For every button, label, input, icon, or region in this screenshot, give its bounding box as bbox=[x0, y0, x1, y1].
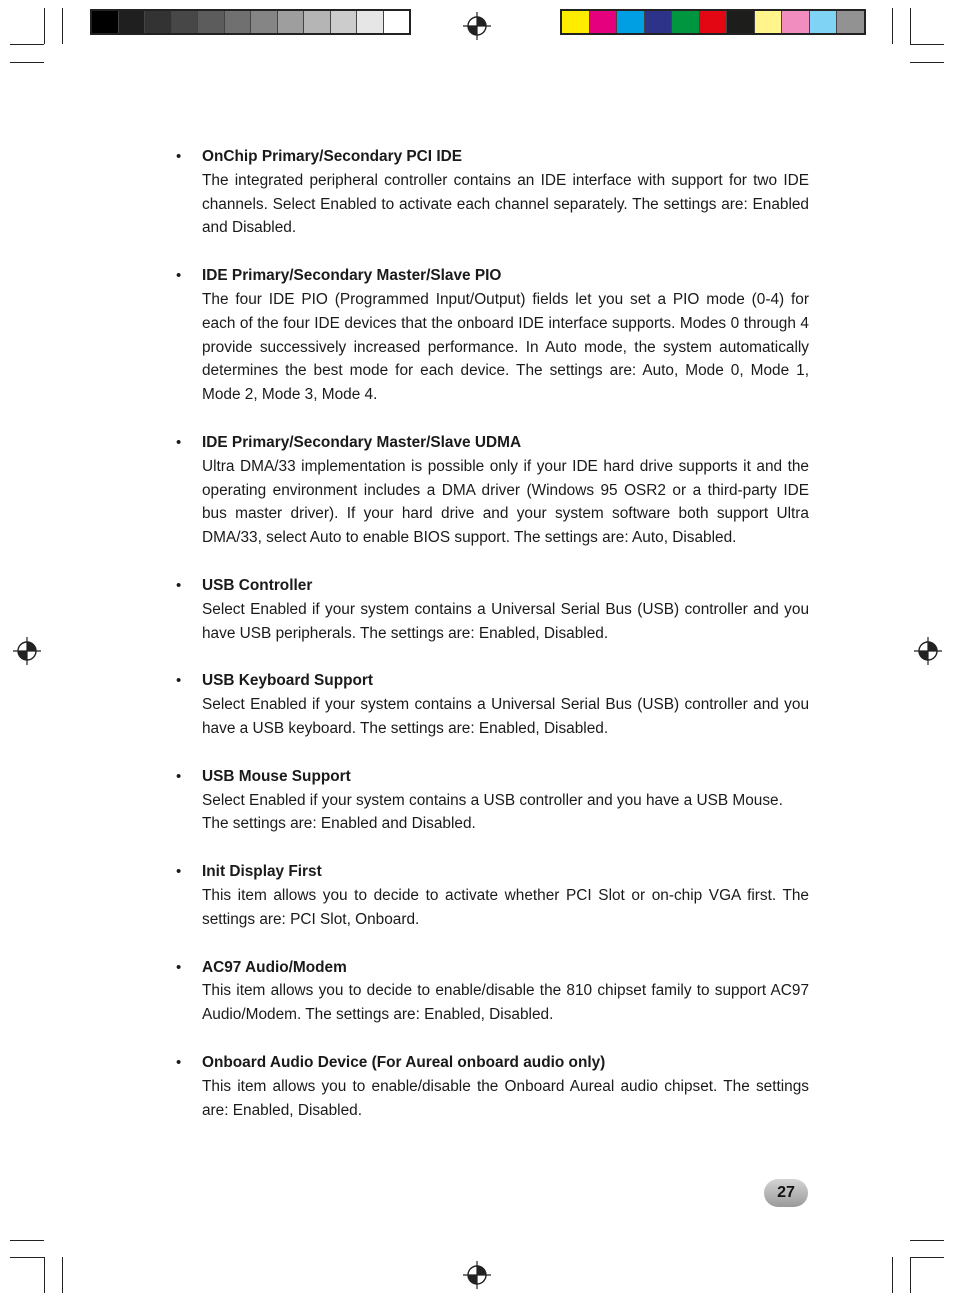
gray-swatch bbox=[225, 11, 252, 33]
setting-title: Onboard Audio Device (For Aureal onboard audio only) bbox=[202, 1053, 606, 1071]
gray-swatch bbox=[119, 11, 146, 33]
crop-mark-bottom-left-v2 bbox=[62, 1257, 63, 1293]
color-swatch bbox=[755, 11, 783, 33]
setting-description bbox=[202, 789, 809, 837]
setting-description bbox=[202, 455, 809, 550]
setting-title: USB Mouse Support bbox=[202, 767, 351, 785]
crop-mark-bottom-right-h bbox=[910, 1257, 944, 1258]
crop-mark-bottom-right-h2 bbox=[910, 1240, 944, 1241]
bullet-icon: • bbox=[176, 267, 182, 285]
gray-swatch bbox=[384, 11, 410, 33]
color-swatch bbox=[782, 11, 810, 33]
setting-description bbox=[202, 884, 809, 932]
page-number-badge: 27 bbox=[764, 1179, 808, 1207]
color-swatch bbox=[617, 11, 645, 33]
description-paragraph: This item allows you to decide to enable/disable the 810 chipset family to support AC97 Audio/Modem. The settings are: Enabled, Disabled. bbox=[202, 982, 809, 1024]
color-swatch bbox=[562, 11, 590, 33]
crop-mark-bottom-left-v bbox=[44, 1257, 45, 1293]
setting-item bbox=[176, 145, 809, 240]
setting-title: Init Display First bbox=[202, 863, 322, 881]
setting-title: USB Controller bbox=[202, 576, 313, 594]
setting-item bbox=[176, 431, 809, 550]
description-paragraph: The integrated peripheral controller contains an IDE interface with support for two IDE channels. Select Enabled to activate each channel separately. The settings are: Enabled and Disabled. bbox=[202, 171, 809, 237]
gray-swatch bbox=[304, 11, 331, 33]
description-paragraph: The settings are: Enabled and Disabled. bbox=[202, 815, 476, 833]
registration-mark-top-icon bbox=[463, 12, 491, 40]
setting-description bbox=[202, 693, 809, 741]
crop-mark-top-left-h bbox=[10, 44, 44, 45]
setting-item bbox=[176, 956, 809, 1027]
setting-description bbox=[202, 288, 809, 407]
bios-settings-list bbox=[176, 145, 809, 1146]
grayscale-color-bar bbox=[90, 9, 411, 35]
crop-mark-bottom-right-v bbox=[910, 1257, 911, 1293]
description-paragraph: This item allows you to decide to activate whether PCI Slot or on-chip VGA first. The settings are: PCI Slot, Onboard. bbox=[202, 886, 809, 928]
gray-swatch bbox=[92, 11, 119, 33]
setting-title: IDE Primary/Secondary Master/Slave PIO bbox=[202, 267, 502, 285]
gray-swatch bbox=[198, 11, 225, 33]
bullet-icon: • bbox=[176, 148, 182, 165]
crop-mark-bottom-left-h bbox=[10, 1257, 44, 1258]
crop-mark-top-left-h2 bbox=[10, 62, 44, 63]
crop-mark-bottom-left-h2 bbox=[10, 1240, 44, 1241]
color-swatch bbox=[727, 11, 755, 33]
setting-description bbox=[202, 598, 809, 646]
gray-swatch bbox=[331, 11, 358, 33]
setting-item bbox=[176, 669, 809, 740]
setting-item bbox=[176, 860, 809, 931]
gray-swatch bbox=[251, 11, 278, 33]
registration-mark-left-icon bbox=[13, 637, 41, 665]
description-paragraph: Select Enabled if your system contains a Universal Serial Bus (USB) controller and you have USB peripherals. The settings are: Enabled, Disabled. bbox=[202, 600, 809, 642]
crop-mark-top-right-v2 bbox=[892, 8, 893, 44]
description-paragraph: Select Enabled if your system contains a USB controller and you have a USB Mouse. bbox=[202, 791, 783, 809]
setting-description bbox=[202, 169, 809, 240]
setting-item bbox=[176, 264, 809, 407]
registration-mark-right-icon bbox=[914, 637, 942, 665]
crop-mark-top-left-v2 bbox=[62, 8, 63, 44]
setting-title: AC97 Audio/Modem bbox=[202, 958, 347, 976]
bullet-icon: • bbox=[176, 576, 182, 594]
color-swatch bbox=[672, 11, 700, 33]
gray-swatch bbox=[145, 11, 172, 33]
color-swatch bbox=[590, 11, 618, 33]
color-swatch bbox=[700, 11, 728, 33]
bullet-icon: • bbox=[176, 672, 182, 690]
setting-description bbox=[202, 979, 809, 1027]
gray-swatch bbox=[172, 11, 199, 33]
bullet-icon: • bbox=[176, 1053, 182, 1071]
description-paragraph: Ultra DMA/33 implementation is possible only if your IDE hard drive supports it and the operating environment includes a DMA driver (Windows 95 OSR2 or a third-party IDE bus master driver). If your hard drive and your system software both support Ultra DMA/33, select Auto to enable BIOS support. The settings are: Auto, Disabled. bbox=[202, 457, 809, 547]
gray-swatch bbox=[357, 11, 384, 33]
setting-item bbox=[176, 765, 809, 836]
crop-mark-top-right-v bbox=[910, 8, 911, 44]
color-swatch bbox=[645, 11, 673, 33]
color-swatch bbox=[837, 11, 864, 33]
color-swatch bbox=[810, 11, 838, 33]
registration-mark-bottom-icon bbox=[463, 1261, 491, 1289]
setting-title: USB Keyboard Support bbox=[202, 672, 374, 690]
crop-mark-top-right-h2 bbox=[910, 62, 944, 63]
description-paragraph: The four IDE PIO (Programmed Input/Output) fields let you set a PIO mode (0-4) for each of the four IDE devices that the onboard IDE interface supports. Modes 0 through 4 provide successively increased performance. In Auto mode, the system automatically determines the best mode for each device. The settings are: Auto, Mode 0, Mode 1, Mode 2, Mode 3, Mode 4. bbox=[202, 290, 809, 404]
bullet-icon: • bbox=[176, 767, 182, 785]
crop-mark-bottom-right-v2 bbox=[892, 1257, 893, 1293]
setting-title: IDE Primary/Secondary Master/Slave UDMA bbox=[202, 433, 522, 451]
crop-mark-top-right-h bbox=[910, 44, 944, 45]
bullet-icon: • bbox=[176, 958, 182, 976]
crop-mark-top-left-v bbox=[44, 8, 45, 44]
setting-title: OnChip Primary/Secondary PCI IDE bbox=[202, 148, 463, 165]
bullet-icon: • bbox=[176, 433, 182, 451]
description-paragraph: This item allows you to enable/disable the Onboard Aureal audio chipset. The settings are: Enabled, Disabled. bbox=[202, 1077, 809, 1119]
setting-item bbox=[176, 1051, 809, 1122]
description-paragraph: Select Enabled if your system contains a Universal Serial Bus (USB) controller and you have a USB keyboard. The settings are: Enabled, Disabled. bbox=[202, 696, 809, 737]
gray-swatch bbox=[278, 11, 305, 33]
process-color-bar bbox=[560, 9, 866, 35]
bullet-icon: • bbox=[176, 863, 182, 881]
setting-description bbox=[202, 1075, 809, 1123]
setting-item bbox=[176, 574, 809, 645]
